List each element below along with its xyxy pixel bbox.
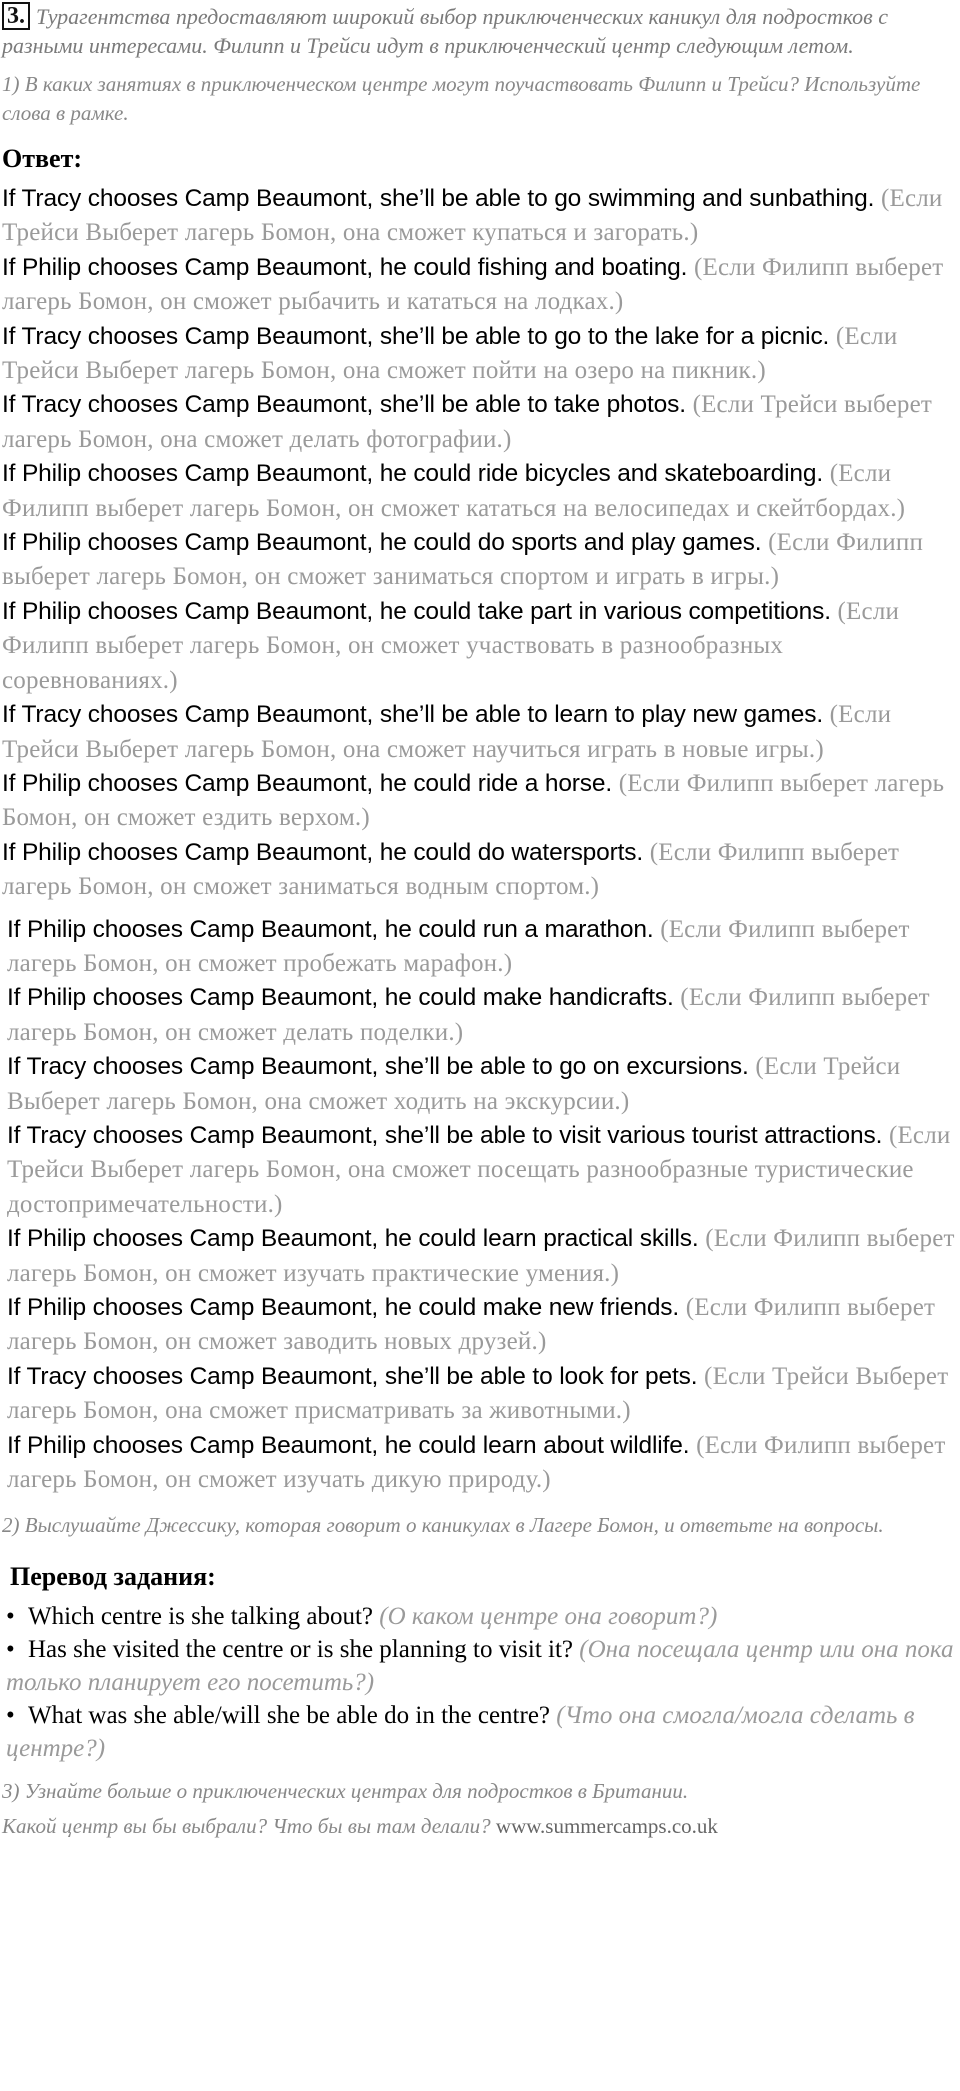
answer-item: [7, 1050, 956, 1119]
answer-en: If Tracy chooses Camp Beaumont, she’ll be able to look for pets.: [7, 1362, 698, 1390]
answer-ru: (Если Трейси Выберет лагерь Бомон, она сможет ходить на экскурсии.): [7, 1053, 901, 1115]
answer-item: [2, 526, 956, 595]
answer-ru: (Если Филипп выберет лагерь Бомон, он сможет делать поделки.): [7, 984, 930, 1046]
question-1: 1) В каких занятиях в приключенческом центре могут поучаствовать Филипп и Трейси? Используйте слова в рамке.: [2, 72, 921, 125]
translation-item: [6, 1633, 956, 1699]
answer-ru: (Если Филипп выберет лагерь Бомон, он сможет заниматься водным спортом.): [2, 838, 900, 901]
answer-ru: (Если Филипп выберет лагерь Бомон, он сможет изучать дикую природу.): [7, 1431, 946, 1494]
answer-list-continued: [2, 913, 956, 1498]
answer-en: If Tracy chooses Camp Beaumont, she’ll be able to visit various tourist attractions.: [7, 1121, 883, 1149]
answer-ru: (Если Филипп выберет лагерь Бомон, он сможет пробежать марафон.): [7, 915, 910, 977]
bullet: •: [6, 1636, 15, 1664]
bullet: •: [6, 1603, 15, 1631]
answer-en: If Philip chooses Camp Beaumont, he could do watersports.: [2, 838, 644, 866]
answer-item: [7, 1291, 956, 1360]
answer-ru: (Если Трейси Выберет лагерь Бомон, она сможет купаться и загорать.): [2, 185, 943, 247]
answer-ru: (Если Трейси Выберет лагерь Бомон, она сможет присматривать за животными.): [7, 1362, 949, 1425]
answer-item: [7, 1429, 956, 1498]
translation-item: [6, 1600, 956, 1633]
answer-en: If Philip chooses Camp Beaumont, he could learn about wildlife.: [7, 1431, 690, 1459]
answer-list: [2, 182, 956, 905]
translation-item: [6, 1699, 956, 1765]
translation-list: [2, 1600, 956, 1765]
translation-ru: (Она посещала центр или она пока только планирует его посетить?): [6, 1636, 954, 1697]
answer-en: If Philip chooses Camp Beaumont, he could fishing and boating.: [2, 253, 688, 281]
bullet: •: [6, 1702, 15, 1730]
answer-en: If Philip chooses Camp Beaumont, he could learn practical skills.: [7, 1225, 699, 1253]
translation-label: Перевод задания:: [10, 1562, 216, 1592]
answer-label: Ответ:: [2, 144, 83, 173]
answer-en: If Philip chooses Camp Beaumont, he could make new friends.: [7, 1294, 680, 1321]
answer-item: [2, 457, 956, 526]
answer-item: [2, 836, 956, 905]
answer-ru: (Если Трейси Выберет лагерь Бомон, она сможет пойти на озеро на пикник.): [2, 322, 898, 385]
answer-ru: (Если Филипп выберет лагерь Бомон, он сможет кататься на велосипедах и скейтбордах.): [2, 460, 906, 522]
answer-en: If Philip chooses Camp Beaumont, he could take part in various competitions.: [2, 597, 831, 625]
answer-en: If Philip chooses Camp Beaumont, he could ride bicycles and skateboarding.: [2, 460, 824, 488]
translation-ru: (Что она смогла/могла сделать в центре?): [6, 1702, 915, 1763]
final-text: Какой центр вы бы выбрали? Что бы вы там делали?: [2, 1814, 491, 1839]
answer-ru: (Если Трейси Выберет лагерь Бомон, она сможет посещать разнообразные туристические достопримечательности.): [7, 1121, 951, 1218]
answer-item: [2, 698, 956, 767]
website-url: www.summercamps.co.uk: [495, 1814, 718, 1839]
answer-item: [2, 767, 956, 836]
answer-en: If Tracy chooses Camp Beaumont, she’ll be able to go swimming and sunbathing.: [2, 185, 875, 212]
answer-item: [2, 251, 956, 320]
answer-item: [2, 388, 956, 457]
translation-ru: (О каком центре она говорит?): [379, 1603, 718, 1631]
translation-en: Which centre is she talking about?: [28, 1603, 374, 1631]
answer-en: If Tracy chooses Camp Beaumont, she’ll be able to learn to play new games.: [2, 701, 823, 729]
answer-en: If Tracy chooses Camp Beaumont, she’ll be able to go on excursions.: [7, 1053, 749, 1081]
question-3: 3) Узнайте больше о приключенческих центрах для подростков в Британии.: [2, 1779, 689, 1804]
answer-item: [7, 981, 956, 1050]
answer-ru: (Если Трейси выберет лагерь Бомон, она сможет делать фотографии.): [2, 391, 932, 453]
answer-en: If Philip chooses Camp Beaumont, he could run a marathon.: [7, 915, 654, 943]
task-number: 3.: [2, 2, 30, 30]
answer-en: If Philip chooses Camp Beaumont, he could ride a horse.: [2, 769, 613, 797]
answer-ru: (Если Филипп выберет лагерь Бомон, он сможет ездить верхом.): [2, 769, 945, 832]
answer-ru: (Если Филипп выберет лагерь Бомон, он сможет заводить новых друзей.): [7, 1294, 936, 1356]
translation-en: Has she visited the centre or is she planning to visit it?: [28, 1636, 574, 1664]
answer-ru: (Если Филипп выберет лагерь Бомон, он сможет рыбачить и кататься на лодках.): [2, 253, 944, 316]
task-intro: [2, 2, 956, 60]
answer-item: [7, 1360, 956, 1429]
answer-ru: (Если Филипп выберет лагерь Бомон, он сможет изучать практические умения.): [7, 1225, 955, 1287]
final-question: [2, 1812, 956, 1841]
answer-en: If Tracy chooses Camp Beaumont, she’ll be able to go to the lake for a picnic.: [2, 322, 830, 350]
answer-en: If Philip chooses Camp Beaumont, he could do sports and play games.: [2, 529, 762, 557]
answer-ru: (Если Филипп выберет лагерь Бомон, он сможет заниматься спортом и играть в игры.): [2, 529, 924, 591]
task-intro-text: Турагентства предоставляют широкий выбор приключенческих каникул для подростков с разными интересами. Филипп и Трейси идут в приключенческий центр следующим летом.: [2, 4, 888, 58]
answer-item: [2, 320, 956, 389]
answer-item: [7, 1119, 956, 1222]
answer-ru: (Если Филипп выберет лагерь Бомон, он сможет участвовать в разнообразных соревнованиях.): [2, 597, 900, 694]
answer-item: [7, 913, 956, 982]
answer-ru: (Если Трейси Выберет лагерь Бомон, она сможет научиться играть в новые игры.): [2, 701, 892, 763]
answer-item: [7, 1222, 956, 1291]
answer-en: If Philip chooses Camp Beaumont, he could make handicrafts.: [7, 984, 674, 1012]
answer-en: If Tracy chooses Camp Beaumont, she’ll be able to take photos.: [2, 391, 686, 419]
answer-item: [2, 182, 956, 251]
answer-item: [2, 595, 956, 698]
translation-en: What was she able/will she be able do in the centre?: [28, 1702, 551, 1730]
question-2: 2) Выслушайте Джессику, которая говорит о каникулах в Лагере Бомон, и ответьте на вопросы.: [2, 1513, 884, 1538]
